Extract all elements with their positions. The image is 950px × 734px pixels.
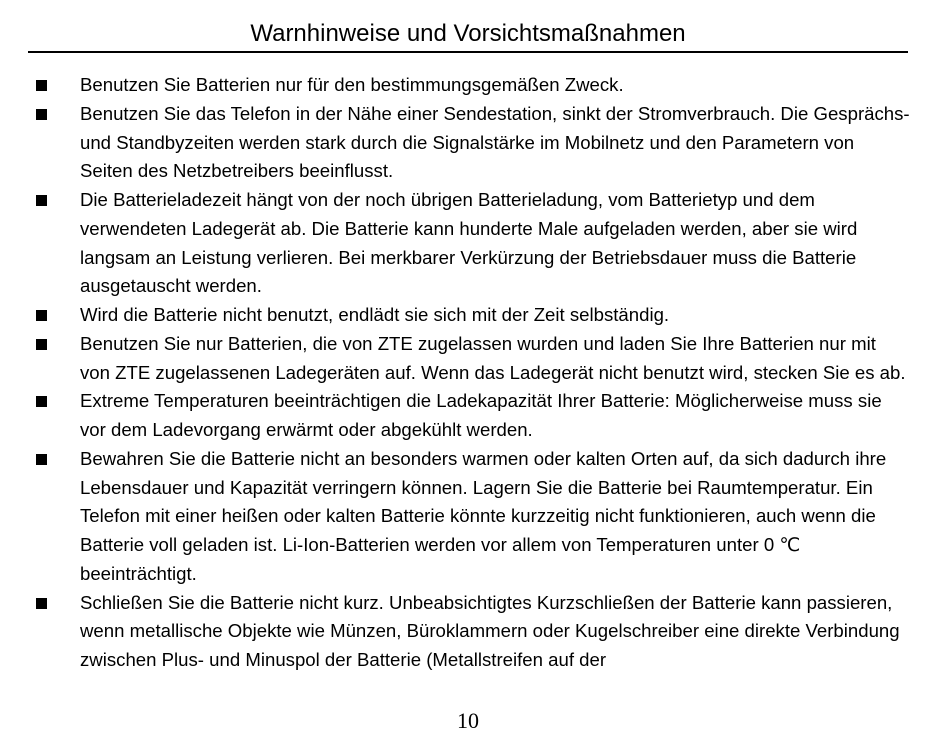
list-item [0, 330, 910, 388]
list-item-text: Wird die Batterie nicht benutzt, endlädt sie sich mit der Zeit selbständig. [80, 304, 670, 325]
list-item-text: Bewahren Sie die Batterie nicht an besonders warmen oder kalten Orten auf, da sich dadurch ihre Lebensdauer und Kapazität verringern können. Lagern Sie die Batterie bei Raumtemperatur. Ein Telefon mit einer heißen oder kalten Batterie könnte kurzzeitig nicht funktionieren, auch wenn die Batterie voll geladen ist. Li-Ion-Batterien werden vor allem von Temperaturen unter 0 ℃ beeinträchtigt. [80, 447, 887, 584]
list-item-text: Benutzen Sie nur Batterien, die von ZTE zugelassen wurden und laden Sie Ihre Batterien nur mit von ZTE zugelassenen Ladegeräten auf. Wenn das Ladegerät nicht benutzt wird, stecken Sie es ab. [80, 332, 906, 383]
list-item-text: Die Batterieladezeit hängt von der noch übrigen Batterieladung, vom Batterietyp und dem verwendeten Ladegerät ab. Die Batterie kann hunderte Male aufgeladen werden, aber sie wird langsam an Leistung verlieren. Bei merkbarer Verkürzung der Betriebsdauer muss die Batterie ausgetauscht werden. [80, 189, 858, 297]
list-item-text: Schließen Sie die Batterie nicht kurz. Unbeabsichtigtes Kurzschließen der Batterie kann passieren, wenn metallische Objekte wie Münzen, Büroklammern oder Kugelschreiber eine direkte Verbindung zwischen Plus- und Minuspol der Batterie (Metallstreifen auf der [80, 591, 900, 670]
bullet-square-icon [36, 310, 47, 321]
list-item [0, 589, 910, 675]
page-number: 10 [457, 708, 479, 733]
bullet-square-icon [36, 195, 47, 206]
list-item [0, 100, 910, 186]
bullet-square-icon [36, 396, 47, 407]
page-title: Warnhinweise und Vorsichtsmaßnahmen [250, 20, 686, 47]
bullet-square-icon [36, 598, 47, 609]
bullet-square-icon [36, 109, 47, 120]
list-item [0, 186, 910, 301]
list-item-text: Benutzen Sie das Telefon in der Nähe einer Sendestation, sinkt der Stromverbrauch. Die Gesprächs- und Standbyzeiten werden stark durch die Signalstärke im Mobilnetz und den Parametern von Seiten des Netzbetreibers beeinflusst. [80, 102, 910, 182]
bullet-square-icon [36, 454, 47, 465]
bullet-square-icon [36, 80, 47, 91]
list-item-text: Extreme Temperaturen beeinträchtigen die Ladekapazität Ihrer Batterie: Möglicherweise muss sie vor dem Ladevorgang erwärmt oder abgekühlt werden. [80, 390, 882, 440]
list-item [0, 301, 910, 330]
bullet-square-icon [36, 339, 47, 350]
warning-list [0, 71, 950, 675]
list-item [0, 71, 910, 100]
title-divider [28, 51, 908, 53]
list-item-text: Benutzen Sie Batterien nur für den bestimmungsgemäßen Zweck. [80, 74, 624, 95]
list-item [0, 445, 910, 589]
list-item [0, 387, 910, 445]
